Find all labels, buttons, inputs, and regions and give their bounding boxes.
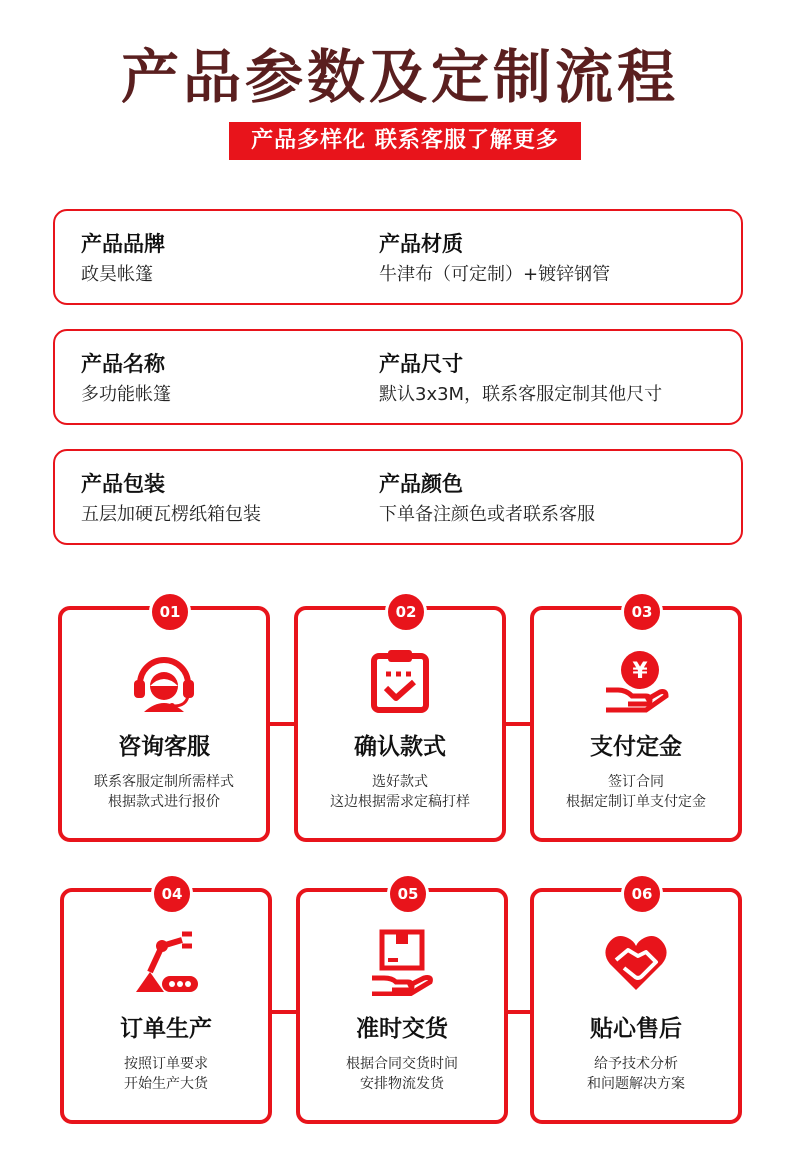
connector-2-3 — [506, 722, 532, 726]
spec-label-brand: 产品品牌 — [81, 232, 165, 256]
clipboard-check-icon — [366, 646, 434, 714]
step-number-badge: 05 — [387, 873, 429, 915]
step-description: 按照订单要求 开始生产大货 — [124, 1056, 208, 1092]
step-number-badge: 02 — [385, 591, 427, 633]
heart-handshake-icon — [602, 928, 670, 996]
subtitle-banner: 产品多样化 联系客服了解更多 — [229, 122, 581, 160]
connector-1-2 — [270, 722, 296, 726]
step-description: 联系客服定制所需样式 根据款式进行报价 — [94, 774, 234, 810]
step-number-badge: 01 — [149, 591, 191, 633]
step-description: 根据合同交货时间 安排物流发货 — [346, 1056, 458, 1092]
package-hand-icon — [368, 928, 436, 996]
spec-value-color: 下单备注颜色或者联系客服 — [379, 504, 595, 525]
spec-value-material: 牛津布（可定制）+镀锌钢管 — [379, 264, 611, 285]
step-number-badge: 04 — [151, 873, 193, 915]
connector-4-5 — [272, 1010, 298, 1014]
step-card-deposit — [530, 603, 742, 842]
spec-label-color: 产品颜色 — [379, 472, 463, 496]
step-description: 签订合同 根据定制订单支付定金 — [566, 774, 706, 810]
step-card-confirm-style — [294, 603, 506, 842]
spec-label-packaging: 产品包装 — [81, 472, 165, 496]
headset-icon — [130, 646, 198, 714]
spec-value-name: 多功能帐篷 — [81, 384, 171, 405]
svg-text:¥: ¥ — [632, 659, 648, 684]
step-description: 选好款式 这边根据需求定稿打样 — [330, 774, 470, 810]
step-title: 确认款式 — [354, 734, 446, 760]
page-title: 产品参数及定制流程 — [120, 43, 679, 111]
spec-label-size: 产品尺寸 — [379, 352, 463, 376]
step-description: 给予技术分析 和问题解决方案 — [587, 1056, 685, 1092]
spec-card-brand-material — [53, 209, 743, 305]
spec-value-packaging: 五层加硬瓦楞纸箱包装 — [81, 504, 261, 525]
step-title: 订单生产 — [120, 1016, 212, 1042]
step-title: 支付定金 — [590, 734, 682, 760]
step-number-badge: 06 — [621, 873, 663, 915]
connector-5-6 — [506, 1010, 532, 1014]
step-title: 贴心售后 — [590, 1016, 682, 1042]
step-card-consult — [58, 603, 270, 842]
spec-value-size: 默认3x3M，联系客服定制其他尺寸 — [379, 384, 663, 405]
spec-card-packaging-color — [53, 449, 743, 545]
step-title: 准时交货 — [356, 1016, 448, 1042]
spec-label-material: 产品材质 — [379, 232, 463, 256]
robot-arm-icon — [132, 928, 200, 996]
spec-label-name: 产品名称 — [81, 352, 165, 376]
step-title: 咨询客服 — [118, 734, 210, 760]
yen-coin-hand-icon — [602, 646, 670, 714]
spec-card-name-size — [53, 329, 743, 425]
step-card-after-sales — [530, 885, 742, 1124]
step-card-delivery — [296, 885, 508, 1124]
step-number-badge: 03 — [621, 591, 663, 633]
step-card-production — [60, 885, 272, 1124]
spec-value-brand: 政昊帐篷 — [81, 264, 153, 285]
